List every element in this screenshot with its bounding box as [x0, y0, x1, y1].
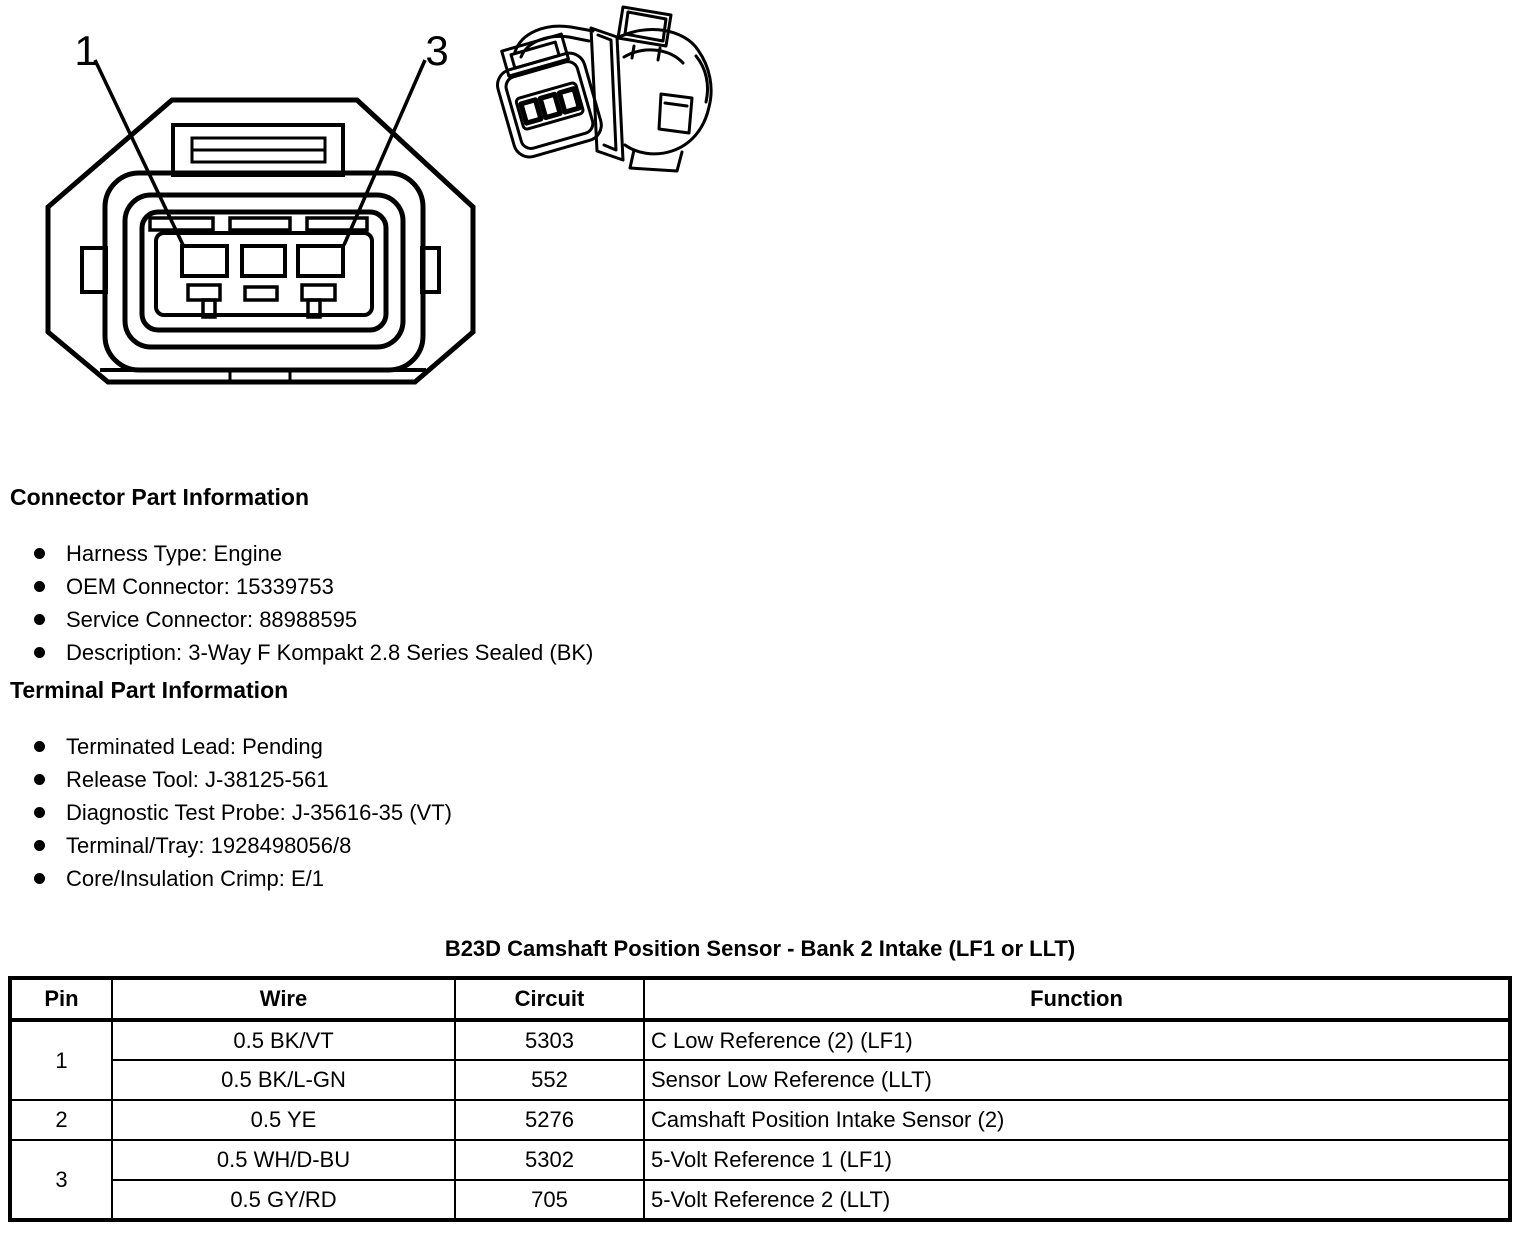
bullet-icon [34, 548, 45, 559]
wire-cell: 0.5 BK/VT [112, 1020, 455, 1060]
table-row [10, 1020, 1510, 1060]
connector-front-view-diagram [20, 5, 500, 435]
shell-outer [105, 173, 423, 370]
circuit-cell: 552 [455, 1060, 644, 1100]
list-item-text: Release Tool: J-38125-561 [66, 766, 329, 792]
list-item-text: Description: 3-Way F Kompakt 2.8 Series Sealed (BK) [66, 639, 594, 665]
wire-cell: 0.5 BK/L-GN [112, 1060, 455, 1100]
connector-housing-outline [48, 100, 473, 382]
bullet-icon [34, 741, 45, 752]
list-item-text: Core/Insulation Crimp: E/1 [66, 865, 324, 891]
terminal-cavity-1 [182, 246, 227, 276]
terminal-cavity-2 [242, 246, 285, 276]
circuit-cell: 705 [455, 1180, 644, 1220]
list-item [10, 570, 593, 603]
col-header-circuit: Circuit [455, 978, 644, 1020]
table-row [10, 1140, 1510, 1180]
list-item [10, 636, 593, 669]
pin3-label: 3 [425, 27, 449, 74]
bullet-icon [34, 581, 45, 592]
wire-cell: 0.5 GY/RD [112, 1180, 455, 1220]
wire-cell: 0.5 WH/D-BU [112, 1140, 455, 1180]
function-cell: 5-Volt Reference 2 (LLT) [644, 1180, 1510, 1220]
list-item-text: Harness Type: Engine [66, 540, 283, 566]
bullet-icon [34, 807, 45, 818]
col-header-pin: Pin [10, 978, 112, 1020]
pinout-table-title: B23D Camshaft Position Sensor - Bank 2 Intake (LF1 or LLT) [444, 936, 1076, 961]
col-header-function: Function [644, 978, 1510, 1020]
list-item-text: Service Connector: 88988595 [66, 606, 358, 632]
table-row [10, 1180, 1510, 1220]
table-row [10, 1060, 1510, 1100]
function-cell: Sensor Low Reference (LLT) [644, 1060, 1510, 1100]
function-cell: C Low Reference (2) (LF1) [644, 1020, 1510, 1060]
connector-part-info-heading: Connector Part Information [10, 484, 310, 510]
pin-cell: 1 [10, 1020, 112, 1100]
terminal-part-info-list [10, 730, 452, 895]
connector-3d-illustration [487, 0, 737, 180]
bullet-icon [34, 840, 45, 851]
list-item [10, 763, 452, 796]
list-item-text: Terminal/Tray: 1928498056/8 [66, 832, 352, 858]
terminal-cavity-3 [298, 246, 343, 276]
table-row [10, 1100, 1510, 1140]
pin-cell: 2 [10, 1100, 112, 1140]
latch-tab [173, 125, 343, 175]
bullet-icon [34, 774, 45, 785]
wire-cell: 0.5 YE [112, 1100, 455, 1140]
list-item [10, 537, 593, 570]
pin-cell: 3 [10, 1140, 112, 1220]
list-item-text: OEM Connector: 15339753 [66, 573, 334, 599]
list-item-text: Terminated Lead: Pending [66, 733, 323, 759]
list-item [10, 862, 452, 895]
circuit-cell: 5302 [455, 1140, 644, 1180]
connector-part-info-list [10, 537, 593, 669]
table-header-row [10, 978, 1510, 1020]
bullet-icon [34, 647, 45, 658]
col-header-wire: Wire [112, 978, 455, 1020]
pinout-table [8, 976, 1512, 1222]
list-item [10, 829, 452, 862]
pin1-label: 1 [74, 27, 98, 74]
list-item [10, 796, 452, 829]
front-face [488, 30, 605, 161]
function-cell: 5-Volt Reference 1 (LF1) [644, 1140, 1510, 1180]
list-item [10, 730, 452, 763]
bullet-icon [34, 873, 45, 884]
circuit-cell: 5276 [455, 1100, 644, 1140]
left-ear [82, 248, 106, 292]
mounting-flange [591, 28, 623, 160]
connector-body [617, 29, 711, 153]
function-cell: Camshaft Position Intake Sensor (2) [644, 1100, 1510, 1140]
list-item-text: Diagnostic Test Probe: J-35616-35 (VT) [66, 799, 452, 825]
list-item [10, 603, 593, 636]
terminal-part-info-heading: Terminal Part Information [10, 677, 289, 703]
circuit-cell: 5303 [455, 1020, 644, 1060]
bullet-icon [34, 614, 45, 625]
